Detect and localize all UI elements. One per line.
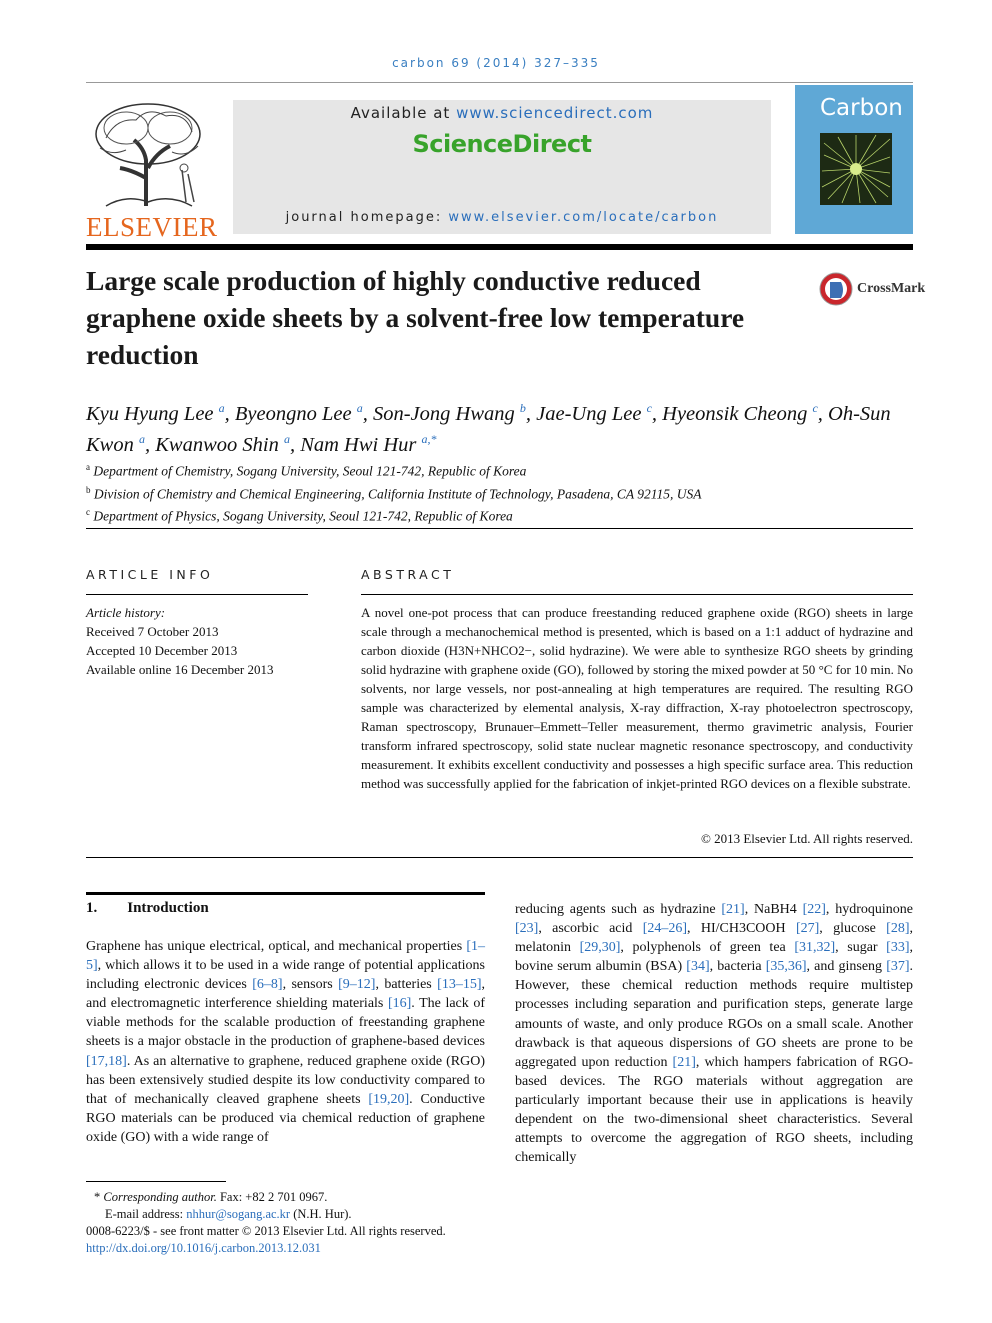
author-name: Nam Hwi Hur (300, 433, 417, 456)
citation-link[interactable]: [31,32] (794, 940, 836, 956)
elsevier-wordmark: ELSEVIER (86, 212, 218, 242)
body-text: Graphene has unique electrical, optical, and mechanical properties (86, 939, 467, 954)
cover-image (820, 133, 892, 205)
body-text: . Conductive RGO materials can be produced via chemical reduction of graphene oxide (GO) with a wide range of (86, 1091, 485, 1145)
citation-link[interactable]: [21] (721, 902, 745, 917)
online-date: Available online 16 December 2013 (86, 662, 274, 677)
author-name: Hyeonsik Cheong (662, 402, 808, 425)
citation-link[interactable]: [34] (686, 959, 710, 975)
citation-link[interactable]: [9–12] (338, 977, 376, 993)
email-line: E-mail address: nhhur@sogang.ac.kr (N.H. Hur). (105, 1207, 352, 1221)
doi-link[interactable]: http://dx.doi.org/10.1016/j.carbon.2013.12.031 (86, 1241, 321, 1255)
affiliation-mark: b (86, 484, 91, 495)
body-text: , bovine serum albumin (BSA) (515, 940, 913, 975)
citation-link[interactable]: [37] (886, 959, 910, 975)
author-name: Kyu Hyung Lee (86, 402, 214, 425)
author-affiliation-mark[interactable]: a (138, 431, 145, 446)
intro-column-1 (86, 937, 485, 1147)
abstract-copyright: © 2013 Elsevier Ltd. All rights reserved. (700, 831, 913, 846)
footnote-rule (86, 1181, 226, 1182)
body-text: . As an alternative to graphene, reduced graphene oxide (RGO) has been extensively studied despite its low conductivity compared to that of mechanically cleaved graphene sheets (86, 1053, 485, 1107)
body-text: . However, these chemical reduction methods require multistep processes including separation and purification steps, generate large amounts of waste, and only produce RGOs on a small scale. Another drawback is that aqueous dispersions of GO sheets are prone to be aggregated upon reduction (515, 959, 914, 1070)
crossmark-label: CrossMark (857, 281, 926, 296)
citation-link[interactable]: [35,36] (765, 959, 807, 975)
body-text: , and ginseng (806, 959, 887, 975)
article-info-heading: ARTICLE INFO (86, 567, 214, 582)
article-info-rule (86, 594, 308, 595)
affiliation-mark: c (86, 507, 90, 517)
body-text: , which allows it to be used in a wide range of potential applications including electronic devices (86, 958, 485, 993)
citation-link[interactable]: [27] (795, 921, 820, 937)
body-text: , and electromagnetic interference shielding materials (86, 977, 485, 1012)
citation-link[interactable]: [1–5] (86, 939, 485, 974)
abstract-heading: ABSTRACT (361, 567, 455, 582)
author-affiliation-mark[interactable]: a (356, 401, 363, 415)
sciencedirect-link[interactable]: www.sciencedirect.com (456, 104, 654, 122)
sciencedirect-logo: ScienceDirect (412, 130, 592, 158)
section-title: Introduction (127, 900, 209, 916)
cover-title: Carbon (820, 95, 903, 121)
body-text: , sugar (835, 940, 887, 956)
available-at: Available at www.sciencedirect.com (350, 104, 654, 122)
abstract-rule (361, 594, 913, 595)
section-number: 1. (86, 900, 98, 916)
issn-line: 0008-6223/$ - see front matter © 2013 Elsevier Ltd. All rights reserved. (86, 1224, 446, 1238)
affiliation (86, 458, 916, 481)
author-affiliation-mark[interactable]: a,* (421, 431, 437, 446)
author-name: Oh-Sun Kwon (86, 402, 891, 456)
affiliation (86, 481, 916, 504)
citation-link[interactable]: [17,18] (86, 1053, 127, 1069)
body-text: , sensors (282, 977, 339, 993)
body-text: , HI/CH3COOH (687, 921, 796, 937)
author-affiliation-mark[interactable]: a (283, 431, 290, 446)
author-affiliation-mark[interactable]: a (218, 401, 225, 415)
body-text: reducing agents such as hydrazine (515, 902, 722, 917)
footnote (86, 1189, 526, 1257)
citation-link[interactable]: [23] (515, 921, 539, 937)
citation-link[interactable]: [21] (672, 1054, 696, 1070)
body-text: , hydroquinone (825, 902, 914, 917)
body-text: , ascorbic acid (538, 921, 643, 937)
author-name: Jae-Ung Lee (536, 402, 642, 425)
author-list: Kyu Hyung Lee $^a$, Byeongno Lee $^a$, Son-Jong Hwang $^b$, Jae-Ung Lee $^c$, Hyeonsik Cheong $^c$, Oh-Sun Kwon $^a$, Kwanwoo Shin $^a$, Nam Hwi Hur $^{a,*}$ (86, 401, 891, 456)
author-name: Son-Jong Hwang (372, 402, 515, 425)
affiliation-divider (86, 528, 913, 529)
citation-link[interactable]: [33] (886, 940, 910, 956)
author-affiliation-mark[interactable]: b (519, 401, 526, 415)
author-name: Byeongno Lee (234, 402, 352, 425)
intro-heading (86, 900, 209, 917)
email-link[interactable]: nhhur@sogang.ac.kr (186, 1207, 291, 1221)
article-title: Large scale production of highly conductive reduced graphene oxide sheets by a solvent-free low temperature reduction (86, 265, 745, 370)
journal-reference: carbon 69 (2014) 327–335 (392, 56, 600, 70)
intro-rule (86, 892, 485, 895)
author-name: Kwanwoo Shin (155, 433, 279, 456)
body-text: , glucose (819, 921, 887, 937)
body-text: , polyphenols of green tea (620, 940, 795, 956)
body-text: , which hampers fabrication of RGO-based devices. The RGO materials without aggregation are particularly important because their use in applications is heavily dependent on the two-dimensional sheet characteristics. Several attempts to overcome the aggregation of RGO sheets, including chemically (515, 1054, 913, 1166)
citation-link[interactable]: [28] (886, 921, 910, 937)
header-divider (86, 82, 913, 83)
author-affiliation-mark[interactable]: c (812, 401, 818, 415)
affiliation-text: Division of Chemistry and Chemical Engineering, California Institute of Technology, Pasadena, CA 92115, USA (90, 486, 702, 501)
received-date: Received 7 October 2013 (86, 624, 219, 639)
affiliation-mark: a (86, 462, 90, 472)
citation-link[interactable]: [13–15] (437, 977, 482, 993)
citation-link[interactable]: [19,20] (368, 1091, 410, 1107)
affiliation (86, 503, 916, 526)
title-top-rule (86, 244, 913, 250)
affiliation-text: Department of Physics, Sogang University, Seoul 121-742, Republic of Korea (90, 508, 513, 524)
accepted-date: Accepted 10 December 2013 (86, 643, 238, 658)
body-text: , melatonin (515, 921, 913, 956)
affiliation-text: Department of Chemistry, Sogang University, Seoul 121-742, Republic of Korea (90, 463, 527, 479)
abstract-text: A novel one-pot process that can produce freestanding reduced graphene oxide (RGO) sheets in large scale through a mechanochemical method is presented, which is based on a 1:1 adduct of hydrazine and carbon dioxide (H3N+NHCO2−, solid hydrazine). We were able to synthesize RGO sheets by grinding solid hydrazine with graphene oxide (GO), followed by storing the mixed powder at 50 °C for 10 min. No solvents, nor large vessels, nor post-annealing at high temperatures are required. The resulting RGO sample was characterized by elemental analysis, X-ray diffraction, X-ray photoelectron spectroscopy, Raman spectroscopy, Brunauer–Emmett–Teller measurement, thermo gravimetric analysis, Fourier transform infrared spectroscopy, solid state nuclear magnetic resonance spectroscopy, and conductivity measurement. It exhibits excellent conductivity and possesses a high specific surface area. This reduction method was successfully applied for the fabrication of inkjet-printed RGO devices on a flexible substrate. (361, 605, 913, 791)
crossmark-icon[interactable] (819, 272, 853, 306)
citation-link[interactable]: [24–26] (642, 921, 688, 937)
body-text: , NaBH4 (744, 902, 803, 917)
citation-link[interactable]: [6–8] (252, 977, 283, 993)
body-text: , batteries (375, 977, 438, 993)
history-label: Article history: (86, 605, 166, 620)
corresponding-author: * Corresponding author. Fax: +82 2 701 0967. (94, 1190, 328, 1204)
citation-link[interactable]: [16] (387, 996, 412, 1012)
abstract-bottom-rule (86, 857, 913, 858)
journal-homepage: journal homepage: www.elsevier.com/locate/carbon (285, 210, 719, 225)
journal-homepage-link[interactable]: www.elsevier.com/locate/carbon (448, 210, 719, 225)
intro-column-2 (515, 900, 913, 1167)
body-text: , bacteria (709, 959, 766, 975)
citation-link[interactable]: [22] (802, 902, 826, 917)
affiliation-list (86, 458, 916, 526)
author-affiliation-mark[interactable]: c (646, 401, 652, 415)
body-text: . The lack of viable methods for the scalable production of freestanding graphene sheets is a major obstacle in the production of graphene-based devices (86, 996, 485, 1050)
article-history (86, 603, 308, 679)
citation-link[interactable]: [29,30] (579, 940, 621, 956)
